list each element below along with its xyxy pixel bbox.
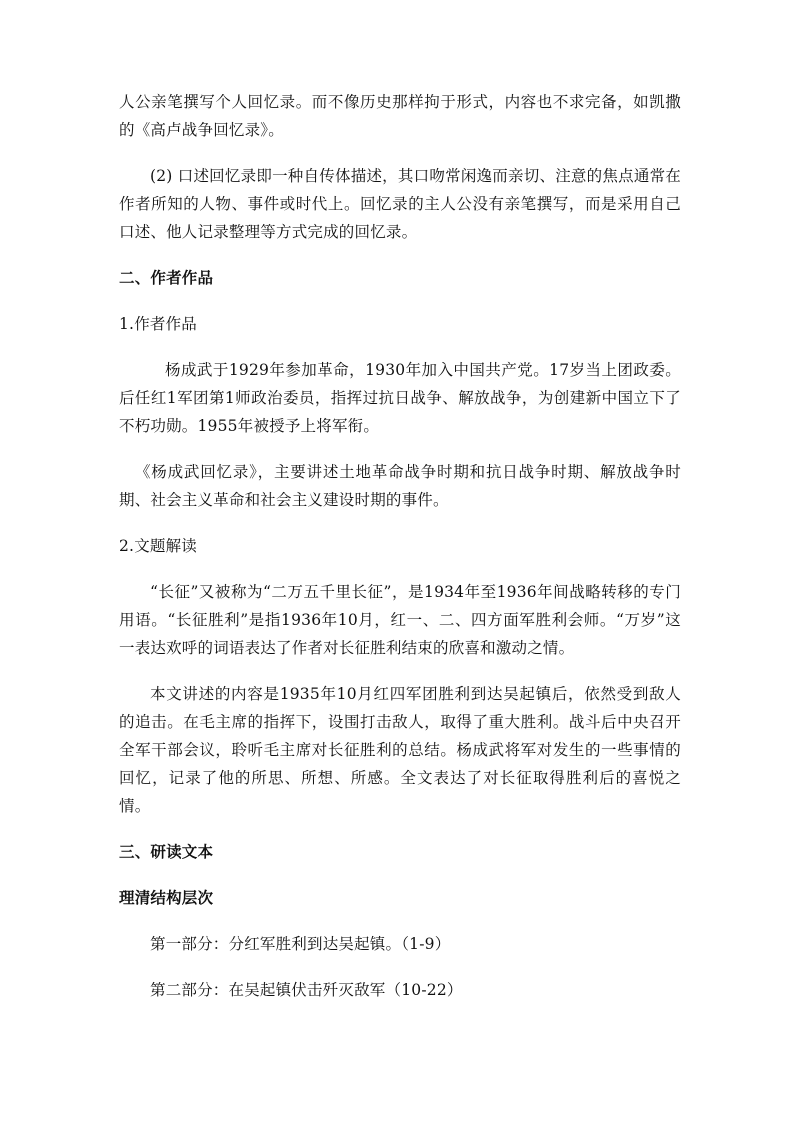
- structure-part-two: 第二部分：在吴起镇伏击歼灭敌军（10-22）: [150, 981, 463, 999]
- section-heading-study-text: 三、研读文本: [119, 843, 214, 861]
- subheading-title-interpretation: 2.文题解读: [119, 537, 197, 555]
- paragraph-long-march: “长征”又被称为“二万五千里长征”，是1934年至1936年间战略转移的专门用语。“长征胜利”是指1936年10月，红一、二、四方面军胜利会师。“万岁”这一表达欢呼的词语表达了作者对长征胜利结束的欣喜和激动之情。: [119, 583, 681, 657]
- paragraph-memoir-personal: 人公亲笔撰写个人回忆录。而不像历史那样拘于形式，内容也不求完备，如凯撒的《高卢战争回忆录》。: [119, 93, 681, 139]
- section-heading-author-works: 二、作者作品: [119, 269, 214, 287]
- paragraph-memoir-book: 《杨成武回忆录》，主要讲述土地革命战争时期和抗日战争时期、解放战争时期、社会主义革命和社会主义建设时期的事件。: [119, 463, 681, 509]
- paragraph-author-bio: 杨成武于1929年参加革命，1930年加入中国共产党。17岁当上团政委。后任红1军团第1师政治委员，指挥过抗日战争、解放战争，为创建新中国立下了不朽功勋。1955年被授予上将军衔。: [119, 361, 681, 435]
- subheading-author-works: 1.作者作品: [119, 315, 197, 333]
- paragraph-text-content: 本文讲述的内容是1935年10月红四军团胜利到达吴起镇后，依然受到敌人的追击。在毛主席的指挥下，设围打击敌人，取得了重大胜利。战斗后中央召开全军干部会议，聆听毛主席对长征胜利的总结。杨成武将军对发生的一些事情的回忆，记录了他的所思、所想、所感。全文表达了对长征取得胜利后的喜悦之情。: [119, 685, 681, 815]
- structure-part-one: 第一部分：分红军胜利到达吴起镇。（1-9）: [150, 935, 451, 953]
- subheading-structure: 理清结构层次: [119, 889, 214, 907]
- paragraph-oral-memoir: (2) 口述回忆录即一种自传体描述，其口吻常闲逸而亲切、注意的焦点通常在作者所知的人物、事件或时代上。回忆录的主人公没有亲笔撰写，而是采用自己口述、他人记录整理等方式完成的回忆录。: [119, 167, 681, 241]
- document-body: [119, 88, 681, 1004]
